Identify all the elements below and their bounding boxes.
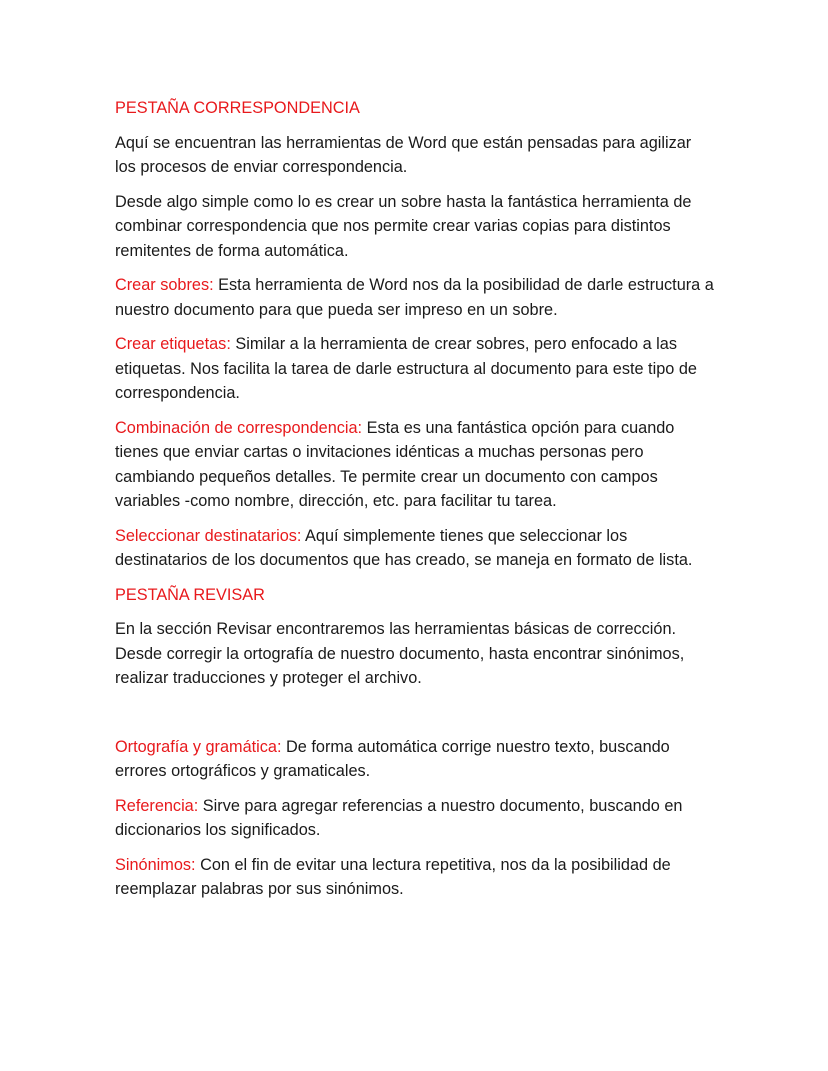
term-label: Sinónimos: bbox=[115, 855, 196, 874]
term-description: Aquí simplemente tienes que seleccionar los destinatarios de los documentos que has creado, se maneja en formato de lista. bbox=[115, 526, 693, 569]
term-description: Similar a la herramienta de crear sobres, pero enfocado a las etiquetas. Nos facilita la tarea de darle estructura al documento para este tipo de correspondencia. bbox=[115, 335, 697, 402]
paragraph-intro-2: Desde algo simple como lo es crear un sobre hasta la fantástica herramienta de combinar correspondencia que nos permite crear varias copias para distintos remitentes de forma automática. bbox=[115, 192, 692, 260]
term-description: Esta es una fantástica opción para cuando tienes que enviar cartas o invitaciones idénticas a muchas personas pero cambiando pequeños detalles. Te permite crear un documento con campos variables -como nombre, dirección, etc. para facilitar tu tarea. bbox=[115, 418, 675, 510]
item-crear-etiquetas bbox=[115, 332, 715, 406]
item-crear-sobres bbox=[115, 273, 715, 322]
spacer bbox=[115, 701, 715, 735]
heading-revisar: PESTAÑA REVISAR bbox=[115, 585, 265, 604]
item-sinonimos bbox=[115, 853, 715, 902]
item-referencia bbox=[115, 794, 715, 843]
term-description: Esta herramienta de Word nos da la posibilidad de darle estructura a nuestro documento para que pueda ser impreso en un sobre. bbox=[115, 276, 714, 319]
term-label: Seleccionar destinatarios: bbox=[115, 526, 302, 545]
term-label: Crear etiquetas: bbox=[115, 335, 231, 353]
term-description: Con el fin de evitar una lectura repetitiva, nos da la posibilidad de reemplazar palabras por sus sinónimos. bbox=[115, 855, 671, 898]
term-label: Combinación de correspondencia: bbox=[115, 418, 363, 437]
document-page bbox=[115, 96, 715, 912]
item-seleccionar-destinatarios bbox=[115, 524, 715, 573]
paragraph-intro-1: Aquí se encuentran las herramientas de Word que están pensadas para agilizar los procesos de enviar correspondencia. bbox=[115, 133, 692, 176]
item-ortografia-gramatica bbox=[115, 735, 715, 784]
paragraph-revisar-intro: En la sección Revisar encontraremos las herramientas básicas de corrección. Desde corregir la ortografía de nuestro documento, hasta encontrar sinónimos, realizar traducciones y proteger el archivo. bbox=[115, 620, 685, 687]
item-combinacion-correspondencia bbox=[115, 416, 715, 514]
term-label: Ortografía y gramática: bbox=[115, 737, 282, 756]
term-description: Sirve para agregar referencias a nuestro documento, buscando en diccionarios los significados. bbox=[115, 796, 683, 839]
heading-correspondencia: PESTAÑA CORRESPONDENCIA bbox=[115, 99, 360, 117]
term-label: Crear sobres: bbox=[115, 276, 214, 294]
term-label: Referencia: bbox=[115, 796, 199, 815]
term-description: De forma automática corrige nuestro texto, buscando errores ortográficos y gramaticales. bbox=[115, 737, 670, 780]
